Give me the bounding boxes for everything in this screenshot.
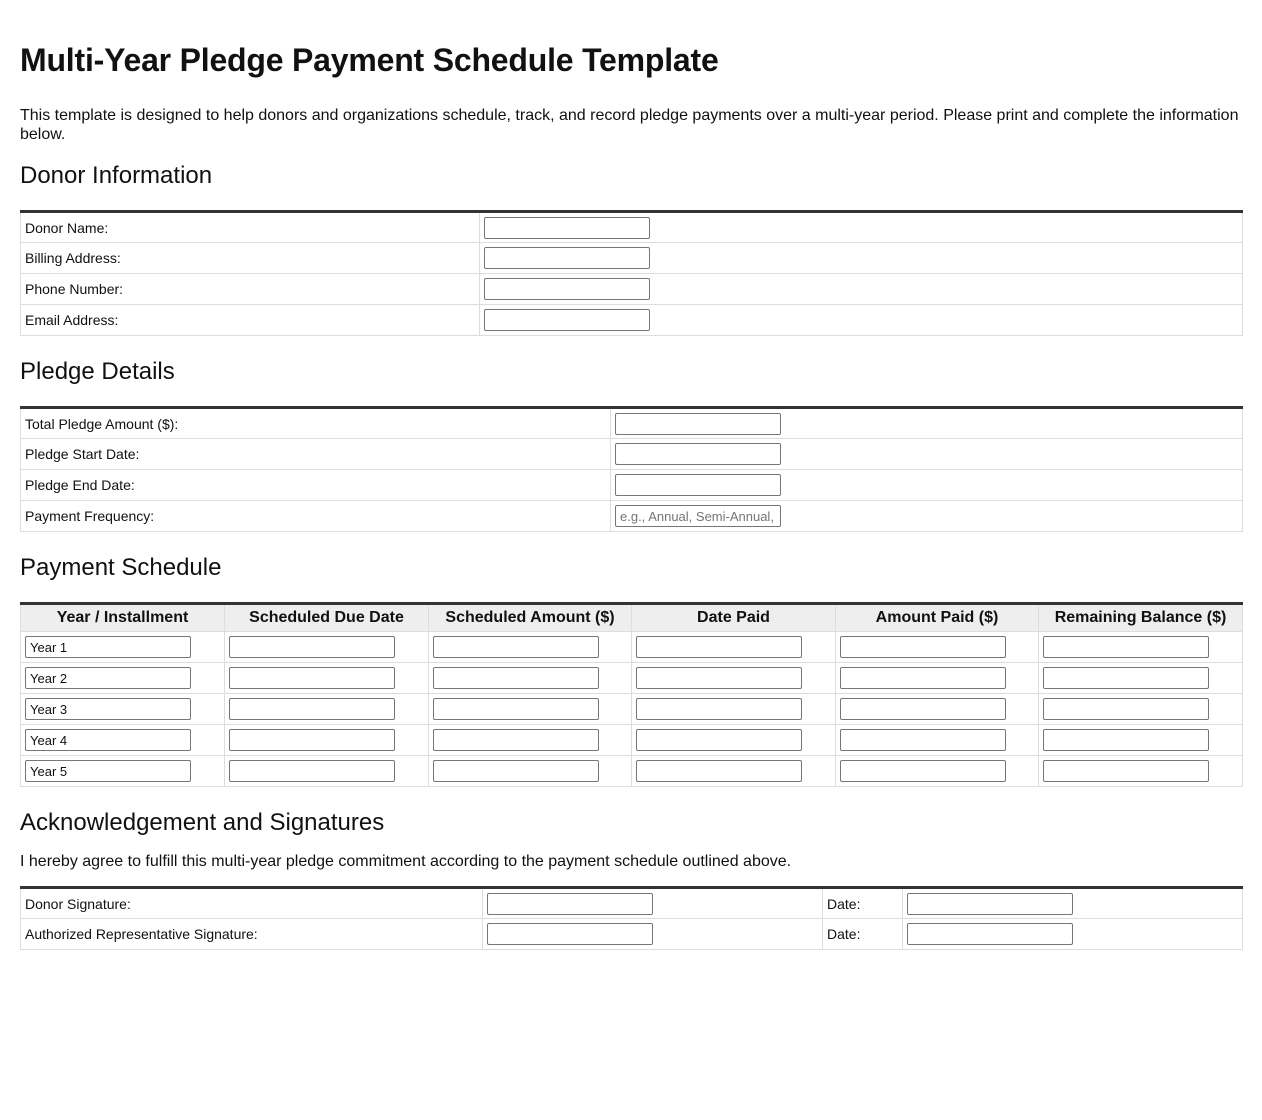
total-pledge-input[interactable]: [615, 413, 781, 435]
remaining-balance-input[interactable]: [1043, 636, 1209, 658]
table-row: [21, 694, 1243, 725]
pledge-start-cell: [611, 439, 1243, 470]
due-date-cell: [225, 725, 429, 756]
year-cell: [21, 725, 225, 756]
due-date-cell: [225, 632, 429, 663]
scheduled-amount-cell: [429, 632, 632, 663]
remaining-balance-input[interactable]: [1043, 760, 1209, 782]
amount-paid-input[interactable]: [840, 729, 1006, 751]
date-paid-input[interactable]: [636, 636, 802, 658]
table-row: [21, 408, 1243, 439]
year-input[interactable]: [25, 667, 191, 689]
donor-date-input[interactable]: [907, 893, 1073, 915]
table-row: [21, 470, 1243, 501]
col-header-remaining-balance: Remaining Balance ($): [1039, 604, 1243, 632]
pledge-details-heading: Pledge Details: [20, 358, 175, 385]
scheduled-amount-input[interactable]: [433, 667, 599, 689]
donor-name-label: Donor Name:: [21, 212, 480, 243]
amount-paid-cell: [836, 756, 1039, 787]
scheduled-amount-input[interactable]: [433, 760, 599, 782]
amount-paid-cell: [836, 694, 1039, 725]
amount-paid-input[interactable]: [840, 760, 1006, 782]
payment-frequency-cell: [611, 501, 1243, 532]
pledge-details-table: [20, 406, 1243, 532]
scheduled-amount-input[interactable]: [433, 698, 599, 720]
due-date-cell: [225, 694, 429, 725]
amount-paid-cell: [836, 663, 1039, 694]
due-date-input[interactable]: [229, 729, 395, 751]
donor-signature-label: Donor Signature:: [21, 888, 483, 919]
table-row: [21, 725, 1243, 756]
remaining-balance-input[interactable]: [1043, 667, 1209, 689]
amount-paid-input[interactable]: [840, 667, 1006, 689]
year-cell: [21, 694, 225, 725]
year-input[interactable]: [25, 698, 191, 720]
table-row: [21, 663, 1243, 694]
amount-paid-cell: [836, 725, 1039, 756]
remaining-balance-cell: [1039, 756, 1243, 787]
representative-signature-input[interactable]: [487, 923, 653, 945]
year-cell: [21, 756, 225, 787]
pledge-start-label: Pledge Start Date:: [21, 439, 611, 470]
remaining-balance-cell: [1039, 725, 1243, 756]
date-paid-cell: [632, 725, 836, 756]
scheduled-amount-input[interactable]: [433, 729, 599, 751]
table-row: [21, 501, 1243, 532]
email-address-cell: [480, 305, 1243, 336]
donor-name-input[interactable]: [484, 217, 650, 239]
representative-date-label: Date:: [823, 919, 903, 950]
col-header-due-date: Scheduled Due Date: [225, 604, 429, 632]
payment-schedule-heading: Payment Schedule: [20, 554, 222, 581]
year-input[interactable]: [25, 760, 191, 782]
pledge-end-input[interactable]: [615, 474, 781, 496]
year-input[interactable]: [25, 636, 191, 658]
remaining-balance-input[interactable]: [1043, 729, 1209, 751]
year-cell: [21, 663, 225, 694]
acknowledgement-text: I hereby agree to fulfill this multi-year pledge commitment according to the payment schedule outlined above.: [20, 853, 792, 870]
table-row: [21, 274, 1243, 305]
date-paid-input[interactable]: [636, 760, 802, 782]
representative-date-cell: [903, 919, 1243, 950]
table-row: [21, 243, 1243, 274]
table-header-row: [21, 604, 1243, 632]
phone-number-cell: [480, 274, 1243, 305]
date-paid-cell: [632, 756, 836, 787]
scheduled-amount-cell: [429, 756, 632, 787]
scheduled-amount-cell: [429, 663, 632, 694]
remaining-balance-cell: [1039, 632, 1243, 663]
due-date-input[interactable]: [229, 760, 395, 782]
payment-frequency-input[interactable]: [615, 505, 781, 527]
year-cell: [21, 632, 225, 663]
col-header-year: Year / Installment: [21, 604, 225, 632]
billing-address-input[interactable]: [484, 247, 650, 269]
remaining-balance-cell: [1039, 663, 1243, 694]
page-title: Multi-Year Pledge Payment Schedule Template: [20, 42, 719, 78]
date-paid-input[interactable]: [636, 667, 802, 689]
date-paid-cell: [632, 694, 836, 725]
date-paid-cell: [632, 632, 836, 663]
table-row: [21, 439, 1243, 470]
due-date-cell: [225, 663, 429, 694]
email-address-label: Email Address:: [21, 305, 480, 336]
table-row: [21, 212, 1243, 243]
intro-text: This template is designed to help donors and organizations schedule, track, and record pledge payments over a multi-year period. Please print and complete the information below.: [20, 107, 1239, 143]
amount-paid-cell: [836, 632, 1039, 663]
year-input[interactable]: [25, 729, 191, 751]
representative-signature-cell: [483, 919, 823, 950]
date-paid-cell: [632, 663, 836, 694]
scheduled-amount-input[interactable]: [433, 636, 599, 658]
donor-info-table: [20, 210, 1243, 336]
pledge-end-cell: [611, 470, 1243, 501]
total-pledge-cell: [611, 408, 1243, 439]
pledge-start-input[interactable]: [615, 443, 781, 465]
donor-signature-input[interactable]: [487, 893, 653, 915]
payment-schedule-table: [20, 602, 1243, 787]
email-address-input[interactable]: [484, 309, 650, 331]
scheduled-amount-cell: [429, 725, 632, 756]
donor-date-label: Date:: [823, 888, 903, 919]
table-row: [21, 756, 1243, 787]
due-date-input[interactable]: [229, 698, 395, 720]
amount-paid-input[interactable]: [840, 698, 1006, 720]
representative-date-input[interactable]: [907, 923, 1073, 945]
due-date-cell: [225, 756, 429, 787]
remaining-balance-cell: [1039, 694, 1243, 725]
acknowledgement-heading: Acknowledgement and Signatures: [20, 809, 385, 836]
due-date-input[interactable]: [229, 636, 395, 658]
donor-info-heading: Donor Information: [20, 162, 213, 189]
due-date-input[interactable]: [229, 667, 395, 689]
billing-address-label: Billing Address:: [21, 243, 480, 274]
scheduled-amount-cell: [429, 694, 632, 725]
phone-number-input[interactable]: [484, 278, 650, 300]
pledge-end-label: Pledge End Date:: [21, 470, 611, 501]
table-row: [21, 632, 1243, 663]
signatures-table: [20, 886, 1243, 950]
table-row: [21, 888, 1243, 919]
col-header-date-paid: Date Paid: [632, 604, 836, 632]
table-row: [21, 919, 1243, 950]
donor-date-cell: [903, 888, 1243, 919]
remaining-balance-input[interactable]: [1043, 698, 1209, 720]
col-header-scheduled-amount: Scheduled Amount ($): [429, 604, 632, 632]
amount-paid-input[interactable]: [840, 636, 1006, 658]
payment-frequency-label: Payment Frequency:: [21, 501, 611, 532]
total-pledge-label: Total Pledge Amount ($):: [21, 408, 611, 439]
date-paid-input[interactable]: [636, 698, 802, 720]
date-paid-input[interactable]: [636, 729, 802, 751]
donor-name-cell: [480, 212, 1243, 243]
phone-number-label: Phone Number:: [21, 274, 480, 305]
donor-signature-cell: [483, 888, 823, 919]
table-row: [21, 305, 1243, 336]
representative-signature-label: Authorized Representative Signature:: [21, 919, 483, 950]
billing-address-cell: [480, 243, 1243, 274]
col-header-amount-paid: Amount Paid ($): [836, 604, 1039, 632]
